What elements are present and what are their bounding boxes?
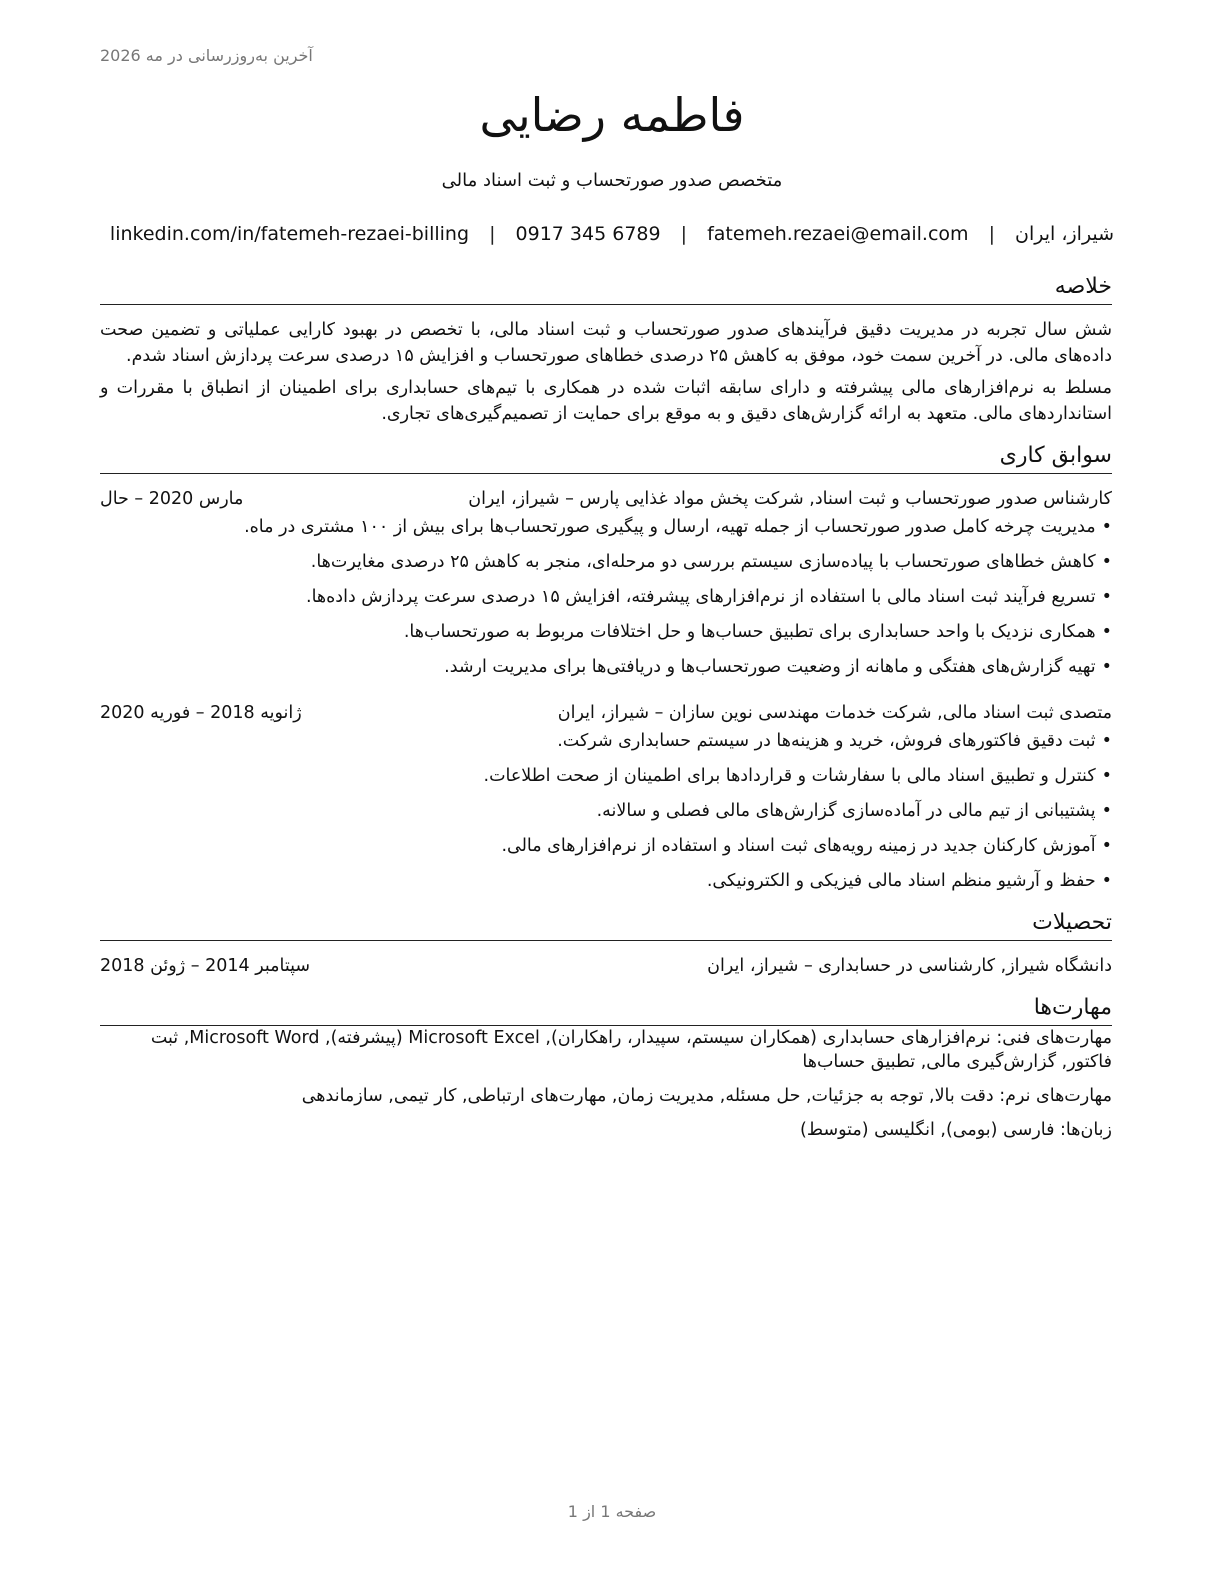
list-item: •آموزش کارکنان جدید در زمینه رویه‌های ثبت اسناد و استفاده از نرم‌افزارهای مالی. (100, 833, 1112, 859)
education-section (100, 908, 1112, 979)
summary-paragraph: شش سال تجربه در مدیریت دقیق فرآیندهای صدور صورتحساب و ثبت اسناد مالی، با تخصص در بهبود کارایی عملیاتی و تضمین صحت داده‌های مالی. در آخرین سمت خود، موفق به کاهش ۲۵ درصدی خطاهای صورتحساب و افزایش ۱۵ درصدی سرعت پردازش اسناد شدم. (100, 320, 1112, 366)
summary-paragraph: مسلط به نرم‌افزارهای مالی پیشرفته و دارای سابقه اثبات شده در همکاری با تیم‌های حسابداری برای اطمینان از انطباق با مقررات و استانداردهای مالی. متعهد به ارائه گزارش‌های دقیق و به موقع برای حمایت از تصمیم‌گیری‌های تجاری. (100, 378, 1112, 424)
job-entry (100, 700, 1112, 894)
section-title-education: تحصیلات (100, 908, 1112, 941)
candidate-name: فاطمه رضایی (479, 88, 745, 142)
education-entry (100, 953, 1112, 979)
contact-email[interactable]: fatemeh.rezaei@email.com (707, 223, 969, 245)
section-title-summary: خلاصه (100, 272, 1112, 305)
bullet-icon: • (1101, 657, 1112, 677)
skills-technical: مهارت‌های فنی: نرم‌افزارهای حسابداری (همکاران سیستم، سپیدار، راهکاران), Microsoft Excel (پیشرفته), Microsoft Word, ثبت فاکتور, گزارش‌گیری مالی, تطبیق حساب‌ها (150, 1028, 1112, 1072)
contact-line (0, 223, 1224, 245)
list-item: •تهیه گزارش‌های هفتگی و ماهانه از وضعیت صورتحساب‌ها و دریافتی‌ها برای مدیریت ارشد. (100, 654, 1112, 680)
list-item: •ثبت دقیق فاکتورهای فروش، خرید و هزینه‌ها در سیستم حسابداری شرکت. (100, 728, 1112, 754)
bullet-icon: • (1101, 766, 1112, 786)
education-title: دانشگاه شیراز, کارشناسی در حسابداری – شیراز، ایران (707, 956, 1112, 976)
list-item: •تسریع فرآیند ثبت اسناد مالی با استفاده از نرم‌افزارهای پیشرفته، افزایش ۱۵ درصدی سرعت پردازش داده‌ها. (100, 584, 1112, 610)
bullet-icon: • (1101, 552, 1112, 572)
list-item: •کاهش خطاهای صورتحساب با پیاده‌سازی سیستم بررسی دو مرحله‌ای، منجر به کاهش ۲۵ درصدی مغایرت‌ها. (100, 549, 1112, 575)
contact-phone[interactable]: 0917 345 6789 (515, 223, 661, 245)
job-date: مارس 2020 – حال (100, 489, 244, 509)
list-item: •حفظ و آرشیو منظم اسناد مالی فیزیکی و الکترونیکی. (100, 868, 1112, 894)
list-item: •پشتیبانی از تیم مالی در آماده‌سازی گزارش‌های مالی فصلی و سالانه. (100, 798, 1112, 824)
contact-linkedin[interactable]: linkedin.com/in/fatemeh-rezaei-billing (109, 223, 470, 245)
experience-section (100, 441, 1112, 894)
section-title-skills: مهارت‌ها (100, 993, 1112, 1026)
section-title-experience: سوابق کاری (100, 441, 1112, 474)
job-header (100, 486, 1112, 512)
contact-separator: | (988, 223, 995, 245)
skills-section (100, 993, 1112, 1142)
bullet-icon: • (1101, 517, 1112, 537)
candidate-subtitle: متخصص صدور صورتحساب و ثبت اسناد مالی (441, 170, 783, 191)
list-item: •کنترل و تطبیق اسناد مالی با سفارشات و قراردادها برای اطمینان از صحت اطلاعات. (100, 763, 1112, 789)
bullet-icon: • (1101, 622, 1112, 642)
job-entry (100, 486, 1112, 680)
bullet-icon: • (1101, 871, 1112, 891)
bullet-icon: • (1101, 587, 1112, 607)
education-date: سپتامبر 2014 – ژوئن 2018 (100, 956, 311, 976)
resume-body (100, 272, 1112, 1142)
page-number: صفحه 1 از 1 (567, 1502, 657, 1521)
job-title: متصدی ثبت اسناد مالی, شرکت خدمات مهندسی نوین سازان – شیراز، ایران (557, 703, 1112, 723)
contact-separator: | (680, 223, 688, 245)
last-updated: آخرین به‌روزرسانی در مه 2026 (100, 46, 313, 65)
contact-separator: | (489, 223, 496, 245)
bullet-icon: • (1101, 731, 1112, 751)
list-item: •همکاری نزدیک با واحد حسابداری برای تطبیق حساب‌ها و حل اختلافات مربوط به صورتحساب‌ها. (100, 619, 1112, 645)
skills-languages: زبان‌ها: فارسی (بومی), انگلیسی (متوسط) (800, 1120, 1112, 1140)
job-bullets (100, 514, 1112, 680)
job-header (100, 700, 1112, 726)
bullet-icon: • (1101, 836, 1112, 856)
list-item: •مدیریت چرخه کامل صدور صورتحساب از جمله تهیه، ارسال و پیگیری صورتحساب‌ها برای بیش از ۱۰۰ مشتری در ماه. (100, 514, 1112, 540)
contact-location: شیراز، ایران (1015, 223, 1115, 245)
job-bullets (100, 728, 1112, 894)
summary-section (100, 272, 1112, 427)
skills-soft: مهارت‌های نرم: دقت بالا, توجه به جزئیات, حل مسئله, مدیریت زمان, مهارت‌های ارتباطی, کار تیمی, سازماندهی (301, 1086, 1112, 1106)
job-date: ژانویه 2018 – فوریه 2020 (100, 703, 302, 723)
job-title: کارشناس صدور صورتحساب و ثبت اسناد, شرکت پخش مواد غذایی پارس – شیراز، ایران (468, 489, 1112, 509)
bullet-icon: • (1101, 801, 1112, 821)
